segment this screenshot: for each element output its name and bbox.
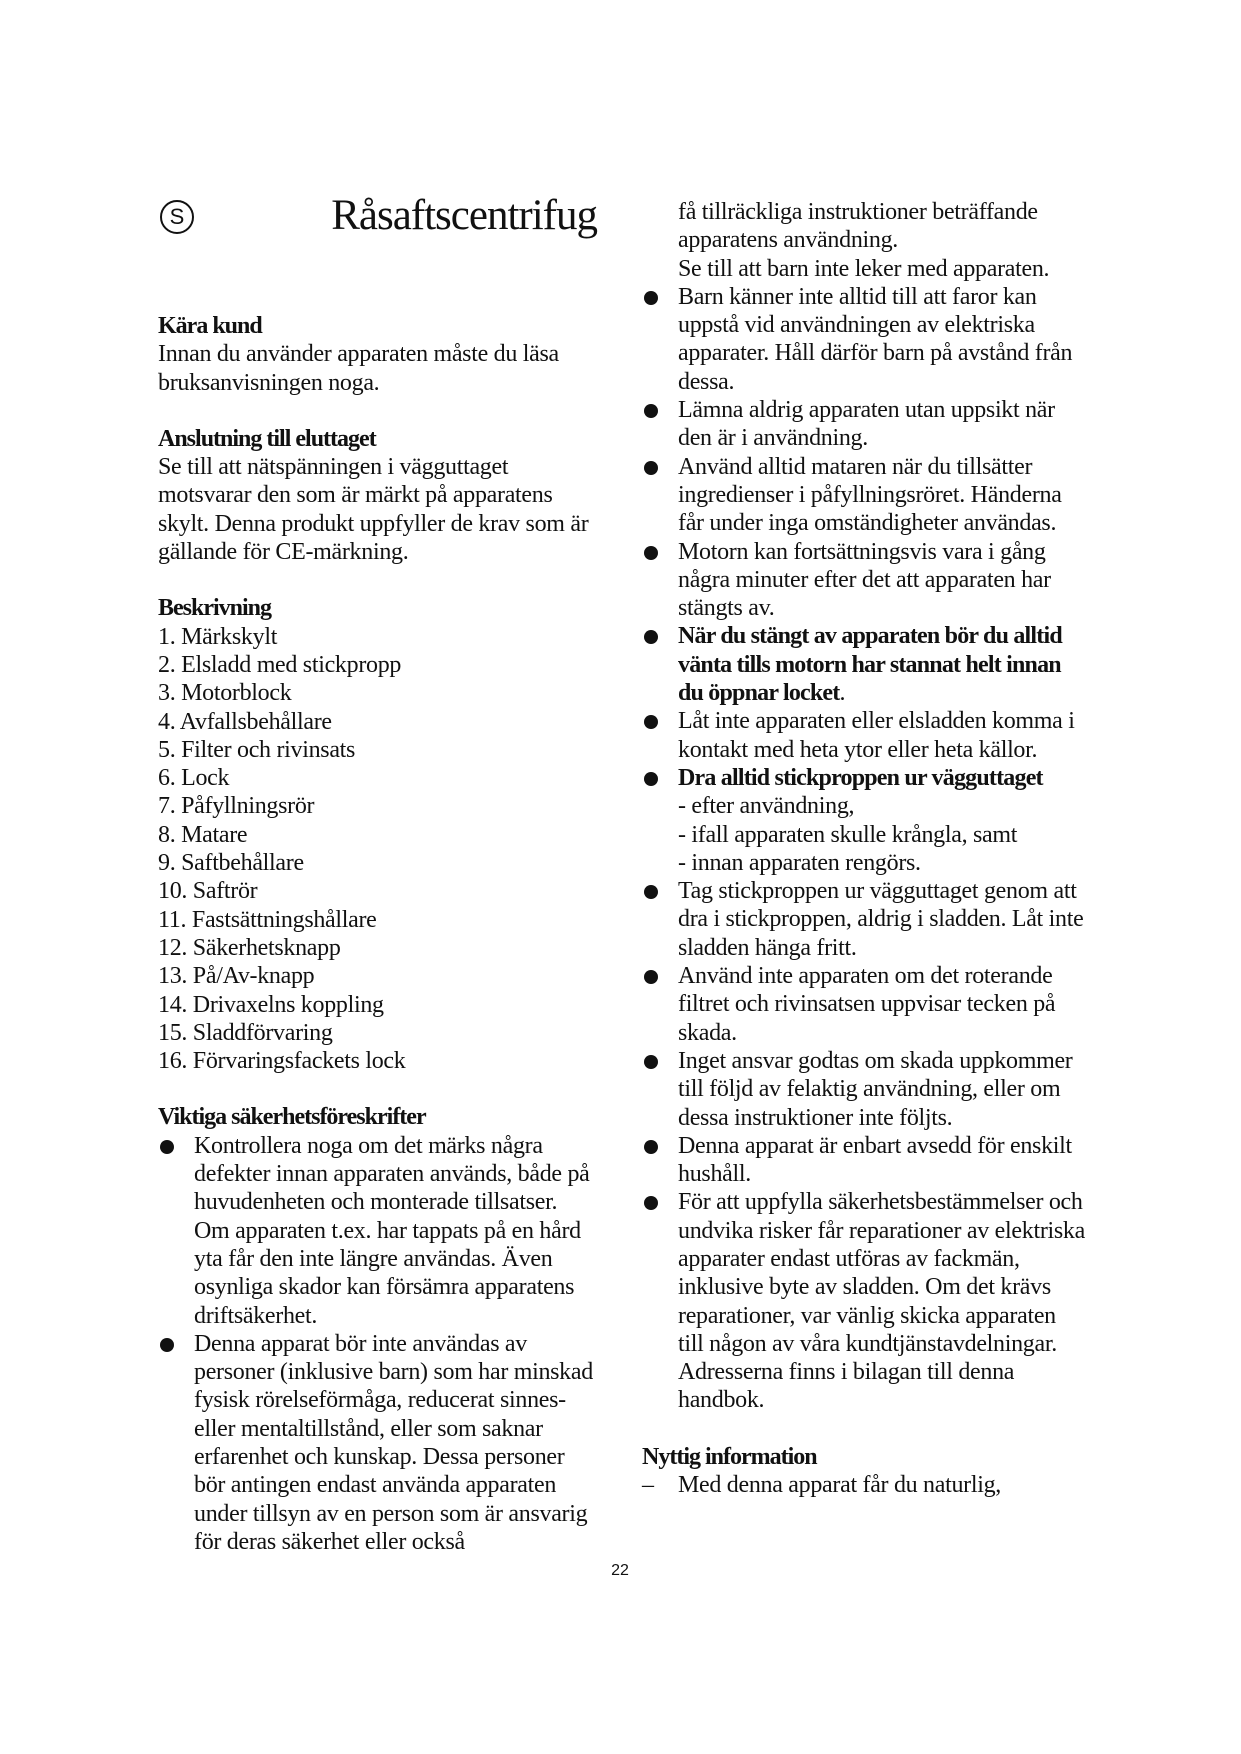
part-item: 5. Filter och rivinsats <box>158 736 356 763</box>
connection-heading: Anslutning till eluttaget <box>158 425 376 452</box>
part-item: 14. Drivaxelns koppling <box>158 991 384 1018</box>
continuation-text: få tillräckliga instruktioner beträffande apparatens användning. <box>678 199 1038 254</box>
bold-warning-text: När du stängt av apparaten bör du alltid vänta tills motorn har stannat helt innan du öppnar locket <box>678 623 1062 707</box>
safety-bullet: Inget ansvar godtas om skada uppkommer till följd av felaktig användning, eller om dessa instruktioner inte följts. <box>642 1047 1085 1132</box>
unplug-item: - innan apparaten rengörs. <box>678 849 921 876</box>
parts-list <box>158 623 598 1076</box>
info-heading: Nyttig information <box>642 1443 817 1470</box>
continuation-text-2: Se till att barn inte leker med apparaten. <box>678 255 1050 282</box>
safety-bullet: Motorn kan fortsättningsvis vara i gång några minuter efter det att apparaten har stängts av. <box>642 538 1085 623</box>
part-item: 6. Lock <box>158 765 230 792</box>
info-item: – Med denna apparat får du naturlig, <box>642 1471 1085 1499</box>
language-badge: S <box>160 200 194 234</box>
description-heading: Beskrivning <box>158 595 272 622</box>
left-column <box>158 312 598 1556</box>
safety-bullet: Denna apparat bör inte användas av personer (inklusive barn) som har minskad fysisk rörelseförmåga, reducerat sinnes- eller mentaltillstånd, eller som saknar erfarenhet och kunskap. Dessa personer bör antingen endast använda apparaten under tillsyn av en person som är ansvarig för deras säkerhet eller också <box>158 1330 598 1556</box>
page-title: Råsaftscentrifug <box>331 192 597 239</box>
part-item: 8. Matare <box>158 821 248 848</box>
greeting-heading: Kära kund <box>158 313 262 339</box>
bold-warning-tail: . <box>839 680 846 707</box>
unplug-item: - ifall apparaten skulle krångla, samt <box>678 821 1018 848</box>
part-item: 11. Fastsättningshållare <box>158 906 377 933</box>
safety-bullet: Använd inte apparaten om det roterande filtret och rivinsatsen uppvisar tecken på skada. <box>642 962 1085 1047</box>
safety-bullet: Lämna aldrig apparaten utan uppsikt när den är i användning. <box>642 396 1085 453</box>
part-item: 16. Förvaringsfackets lock <box>158 1048 406 1075</box>
safety-bullet: För att uppfylla säkerhetsbestämmelser och undvika risker får reparationer av elektriska apparater endast utföras av fackmän, inklusive byte av sladden. Om det krävs reparationer, var vänlig skicka apparaten till någon av våra kundtjänstavdelningar. Adresserna finns i bilagan till denna handbok. <box>642 1188 1085 1414</box>
greeting-text: Innan du använder apparaten måste du läsa bruksanvisningen noga. <box>158 341 559 396</box>
unplug-heading: Dra alltid stickproppen ur vägguttaget <box>642 764 1085 792</box>
part-item: 15. Sladdförvaring <box>158 1019 333 1046</box>
part-item: 12. Säkerhetsknapp <box>158 934 341 961</box>
page-number: 22 <box>611 1562 629 1579</box>
safety-bullet: Tag stickproppen ur vägguttaget genom att dra i stickproppen, aldrig i sladden. Låt inte sladden hänga fritt. <box>642 877 1085 962</box>
part-item: 13. På/Av-knapp <box>158 963 315 990</box>
part-item: 1. Märkskylt <box>158 623 278 650</box>
part-item: 3. Motorblock <box>158 680 292 707</box>
part-item: 7. Påfyllningsrör <box>158 793 315 820</box>
safety-heading: Viktiga säkerhetsföreskrifter <box>158 1104 426 1131</box>
safety-bullet: Barn känner inte alltid till att faror kan uppstå vid användningen av elektriska apparater. Håll därför barn på avstånd från dessa. <box>642 283 1085 396</box>
safety-bullet-bold <box>642 622 1085 707</box>
safety-bullet: Använd alltid mataren när du tillsätter ingredienser i påfyllningsröret. Händerna får under inga omständigheter användas. <box>642 453 1085 538</box>
right-column <box>642 198 1085 1499</box>
unplug-item: - efter användning, <box>678 793 855 820</box>
safety-bullet: Kontrollera noga om det märks några defekter innan apparaten används, både på huvudenheten och monterade tillsatser. Om apparaten t.ex. har tappats på en hård yta får den inte längre användas. Även osynliga skador kan försämra apparatens driftsäkerhet. <box>158 1132 598 1330</box>
safety-bullet: Denna apparat är enbart avsedd för enskilt hushåll. <box>642 1132 1085 1189</box>
connection-text: Se till att nätspänningen i vägguttaget motsvarar den som är märkt på apparatens skylt. Denna produkt uppfyller de krav som är gällande för CE-märkning. <box>158 454 589 566</box>
part-item: 10. Saftrör <box>158 878 258 905</box>
part-item: 4. Avfallsbehållare <box>158 708 332 735</box>
part-item: 9. Saftbehållare <box>158 850 304 877</box>
part-item: 2. Elsladd med stickpropp <box>158 651 402 678</box>
safety-bullet: Låt inte apparaten eller elsladden komma i kontakt med heta ytor eller heta källor. <box>642 707 1085 764</box>
